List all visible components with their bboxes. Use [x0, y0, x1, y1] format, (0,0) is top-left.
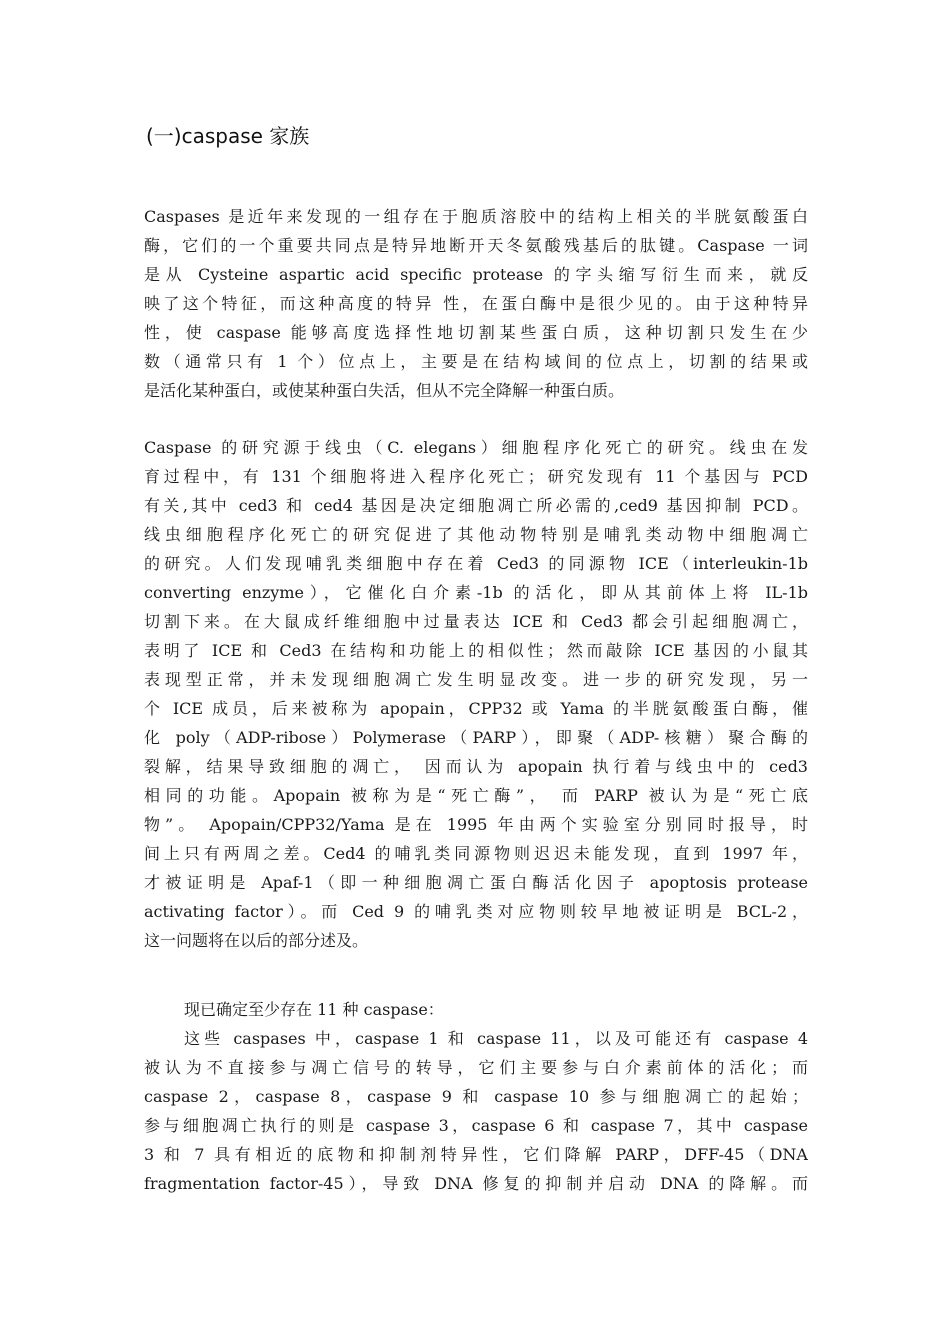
text-line: 的研究。人们发现哺乳类细胞中存在着 Ced3 的同源物 ICE（interleukin-1b: [144, 554, 808, 573]
text-line: 有关,其中 ced3 和 ced4 基因是决定细胞凋亡所必需的,ced9 基因抑制 PCD。: [144, 496, 808, 515]
text-line: 酶，它们的一个重要共同点是特异地断开天冬氨酸残基后的肽键。Caspase 一词: [144, 236, 808, 255]
text-line: 线虫细胞程序化死亡的研究促进了其他动物特别是哺乳类动物中细胞凋亡: [144, 525, 808, 544]
text-line: activating factor）。而 Ced 9 的哺乳类对应物则较早地被证明是 BCL-2，: [144, 902, 808, 921]
text-line: 化 poly（ADP-ribose）Polymerase（PARP），即聚（ADP-核糖）聚合酶的: [144, 728, 808, 747]
text-line: 裂解，结果导致细胞的凋亡， 因而认为 apopain 执行着与线虫中的 ced3: [144, 757, 808, 776]
text-line: 切割下来。在大鼠成纤维细胞中过量表达 ICE 和 Ced3 都会引起细胞凋亡，: [144, 612, 808, 631]
text-line: 表现型正常，并未发现细胞凋亡发生明显改变。进一步的研究发现，另一: [144, 670, 808, 689]
text-line: 3 和 7 具有相近的底物和抑制剂特异性，它们降解 PARP，DFF-45（DNA: [144, 1145, 808, 1164]
paragraph-caspase-definition: [144, 202, 808, 405]
text-line: 间上只有两周之差。Ced4 的哺乳类同源物则迟迟未能发现，直到 1997 年，: [144, 844, 808, 863]
section-heading: (一)caspase 家族: [146, 124, 310, 148]
text-line: 现已确定至少存在 11 种 caspase：: [184, 1000, 444, 1019]
paragraph-caspase-research-history: [144, 433, 808, 955]
paragraph-caspase-types: [144, 995, 808, 1198]
text-line: 这一问题将在以后的部分述及。: [144, 931, 369, 950]
text-line: 参与细胞凋亡执行的则是 caspase 3，caspase 6 和 caspase 7，其中 caspase: [144, 1116, 808, 1135]
text-line: 是活化某种蛋白，或使某种蛋白失活，但从不完全降解一种蛋白质。: [144, 381, 625, 400]
text-line: 性，使 caspase 能够高度选择性地切割某些蛋白质，这种切割只发生在少: [144, 323, 808, 342]
text-line: caspase 2，caspase 8，caspase 9 和 caspase 10 参与细胞凋亡的起始；: [144, 1087, 808, 1106]
text-line: 数（通常只有 1 个）位点上，主要是在结构域间的位点上，切割的结果或: [144, 352, 808, 371]
text-line: 相同的功能。Apopain 被称为是“死亡酶”， 而 PARP 被认为是“死亡底: [144, 786, 808, 805]
text-line: Caspases 是近年来发现的一组存在于胞质溶胶中的结构上相关的半胱氨酸蛋白: [144, 207, 808, 226]
text-line: 个 ICE 成员，后来被称为 apopain，CPP32 或 Yama 的半胱氨酸蛋白酶，催: [144, 699, 808, 718]
text-line: Caspase 的研究源于线虫（C. elegans）细胞程序化死亡的研究。线虫在发: [144, 438, 808, 457]
text-line: 物”。 Apopain/CPP32/Yama 是在 1995 年由两个实验室分别同时报导，时: [144, 815, 808, 834]
text-line: 表明了 ICE 和 Ced3 在结构和功能上的相似性；然而敲除 ICE 基因的小鼠其: [144, 641, 808, 660]
text-line: 这些 caspases 中，caspase 1 和 caspase 11，以及可能还有 caspase 4: [184, 1029, 808, 1048]
text-line: converting enzyme），它催化白介素-1b 的活化，即从其前体上将 IL-1b: [144, 583, 808, 602]
text-line: 被认为不直接参与凋亡信号的转导，它们主要参与白介素前体的活化；而: [144, 1058, 808, 1077]
text-line: 才被证明是 Apaf-1（即一种细胞凋亡蛋白酶活化因子 apoptosis protease: [144, 873, 808, 892]
text-line: fragmentation factor-45），导致 DNA 修复的抑制并启动 DNA 的降解。而: [144, 1174, 808, 1193]
text-line: 是从 Cysteine aspartic acid specific protease 的字头缩写衍生而来，就反: [144, 265, 808, 284]
text-line: 育过程中，有 131 个细胞将进入程序化死亡；研究发现有 11 个基因与 PCD: [144, 467, 808, 486]
text-line: 映了这个特征，而这种高度的特异 性，在蛋白酶中是很少见的。由于这种特异: [144, 294, 808, 313]
